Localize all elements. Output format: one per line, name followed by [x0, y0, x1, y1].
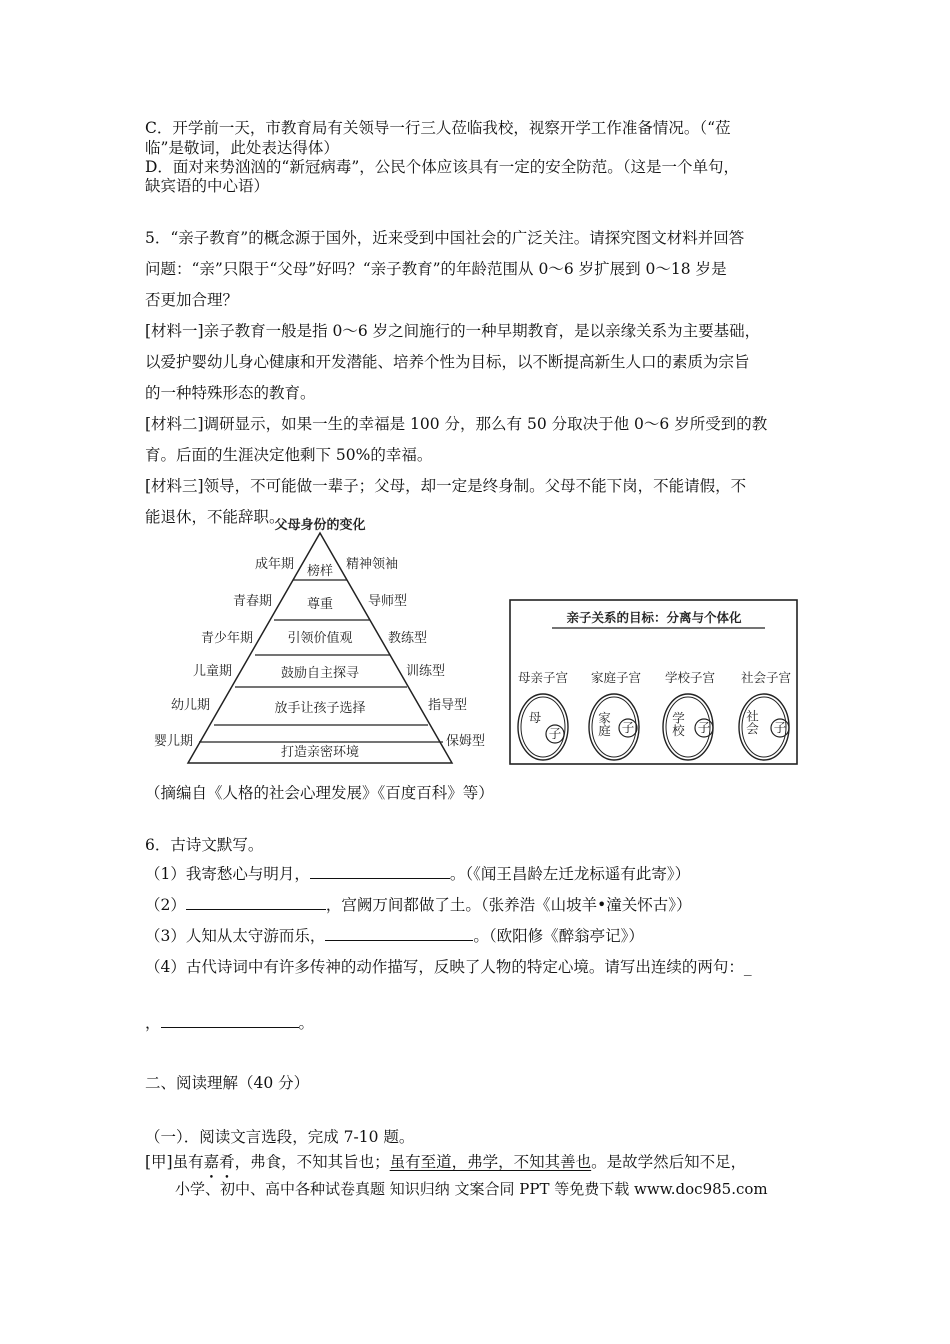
svg-text:子: 子 — [773, 720, 787, 735]
option-c-line2: 临”是敬词，此处表达得体） — [145, 139, 339, 157]
pyramid-stage-5: 幼儿期 — [170, 698, 210, 713]
svg-text:学校: 学校 — [670, 711, 686, 737]
q6-item-4-continued: ， 。 — [145, 1014, 315, 1032]
pyramid-role-3: 教练型 — [388, 631, 428, 646]
page-footer: 小学、初中、高中各种试卷真题 知识归纳 文案合同 PPT 等免费下载 www.doc985.com — [175, 1180, 768, 1198]
goal-box-title: 亲子关系的目标：分离与个体化 — [566, 610, 742, 625]
pyramid-stage-3: 青少年期 — [200, 631, 253, 646]
option-c-line1: C．开学前一天，市教育局有关领导一行三人莅临我校，视察开学工作准备情况。（“莅 — [145, 119, 731, 137]
svg-text:家庭子宫: 家庭子宫 — [590, 670, 642, 685]
pyramid-stage-4: 儿童期 — [192, 664, 232, 679]
pyramid-role-5: 指导型 — [428, 698, 468, 713]
pyramid-role-2: 导师型 — [368, 594, 408, 609]
q6-item-3: （3）人知从太守游而乐， 。（欧阳修《醉翁亭记》） — [145, 927, 644, 945]
material-3-line: 能退休，不能辞职。 — [145, 508, 285, 526]
material-2-line: [材料二]调研显示，如果一生的幸福是 100 分，那么有 50 分取决于他 0～6 岁所受到的教 — [145, 415, 768, 433]
pyramid-role-4: 训练型 — [406, 664, 446, 679]
pyramid-center-6: 打造亲密环境 — [280, 745, 360, 760]
goal-item-family — [589, 670, 641, 760]
separation-goal-diagram — [508, 598, 800, 768]
passage-jia: [甲]虽有嘉肴，弗食，不知其旨也；虽有至道，弗学，不知其善也。是故学然后知不足， — [145, 1153, 747, 1171]
option-d-line2: 缺宾语的中心语） — [145, 177, 270, 195]
goal-item-mother — [518, 670, 569, 760]
svg-text:母亲子宫: 母亲子宫 — [517, 670, 569, 685]
parent-role-pyramid — [140, 515, 510, 770]
subsection-1-heading: （一）．阅读文言选段，完成 7-10 题。 — [145, 1128, 415, 1146]
underlined-sentence: 虽有至道，弗学，不知其善也 — [389, 1153, 592, 1171]
q5-line: 否更加合理？ — [145, 291, 239, 309]
answer-blank-2[interactable] — [186, 895, 326, 910]
svg-text:家庭: 家庭 — [596, 711, 612, 737]
pyramid-title: 父母身份的变化 — [274, 518, 366, 533]
svg-text:学校子宫: 学校子宫 — [664, 670, 716, 685]
material-1-line: 以爱护婴幼儿身心健康和开发潜能、培养个性为目标，以不断提高新生人口的素质为宗旨 — [145, 353, 750, 371]
q6-item-2: （2） ，宫阙万间都做了土。（张养浩《山坡羊•潼关怀古》） — [145, 896, 692, 914]
pyramid-center-2: 尊重 — [306, 597, 334, 612]
answer-blank-4[interactable] — [161, 1013, 299, 1028]
pyramid-center-5: 放手让孩子选择 — [274, 701, 366, 716]
pyramid-center-3: 引领价值观 — [287, 631, 353, 646]
svg-text:母: 母 — [528, 710, 542, 725]
section-2-heading: 二、阅读理解（40 分） — [145, 1074, 310, 1092]
svg-text:子: 子 — [621, 720, 635, 735]
svg-text:社会: 社会 — [744, 709, 760, 735]
material-1-line: 的一种特殊形态的教育。 — [145, 384, 316, 402]
q5-line: 问题：“亲”只限于“父母”好吗？“亲子教育”的年龄范围从 0～6 岁扩展到 0～18 岁是 — [145, 260, 727, 278]
q6-item-4: （4）古代诗词中有许多传神的动作描写，反映了人物的特定心境。请写出连续的两句：_ — [145, 958, 752, 976]
pyramid-center-4: 鼓励自主探寻 — [280, 666, 360, 681]
svg-text:子: 子 — [548, 726, 562, 741]
pyramid-stage-2: 青春期 — [232, 594, 272, 609]
goal-item-school — [663, 670, 715, 760]
answer-blank-1[interactable] — [310, 864, 450, 879]
pyramid-role-6: 保姆型 — [446, 734, 486, 749]
pyramid-center-1: 榜样 — [306, 564, 334, 579]
pyramid-role-1: 精神领袖 — [346, 557, 399, 572]
q5-line: 5．“亲子教育”的概念源于国外，近来受到中国社会的广泛关注。请探究图文材料并回答 — [145, 229, 745, 247]
svg-text:社会子宫: 社会子宫 — [740, 670, 792, 685]
q6-title: 6．古诗文默写。 — [145, 836, 264, 854]
option-d-line1: D．面对来势汹汹的“新冠病毒”，公民个体应该具有一定的安全防范。（这是一个单句， — [145, 158, 740, 176]
pyramid-stage-1: 成年期 — [254, 557, 294, 572]
svg-text:子: 子 — [697, 720, 711, 735]
q6-item-1: （1）我寄愁心与明月， 。（《闻王昌龄左迁龙标遥有此寄》） — [145, 865, 691, 883]
q5-source: （摘编自《人格的社会心理发展》《百度百科》等） — [145, 784, 494, 802]
material-1-line: [材料一]亲子教育一般是指 0～6 岁之间施行的一种早期教育，是以亲缘关系为主要基础， — [145, 322, 761, 340]
answer-blank-3[interactable] — [325, 926, 473, 941]
pyramid-stage-6: 婴儿期 — [153, 734, 193, 749]
material-2-line: 育。后面的生涯决定他剩下 50%的幸福。 — [145, 446, 433, 464]
goal-item-society — [739, 670, 791, 760]
material-3-line: [材料三]领导，不可能做一辈子；父母，却一定是终身制。父母不能下岗，不能请假，不 — [145, 477, 747, 495]
